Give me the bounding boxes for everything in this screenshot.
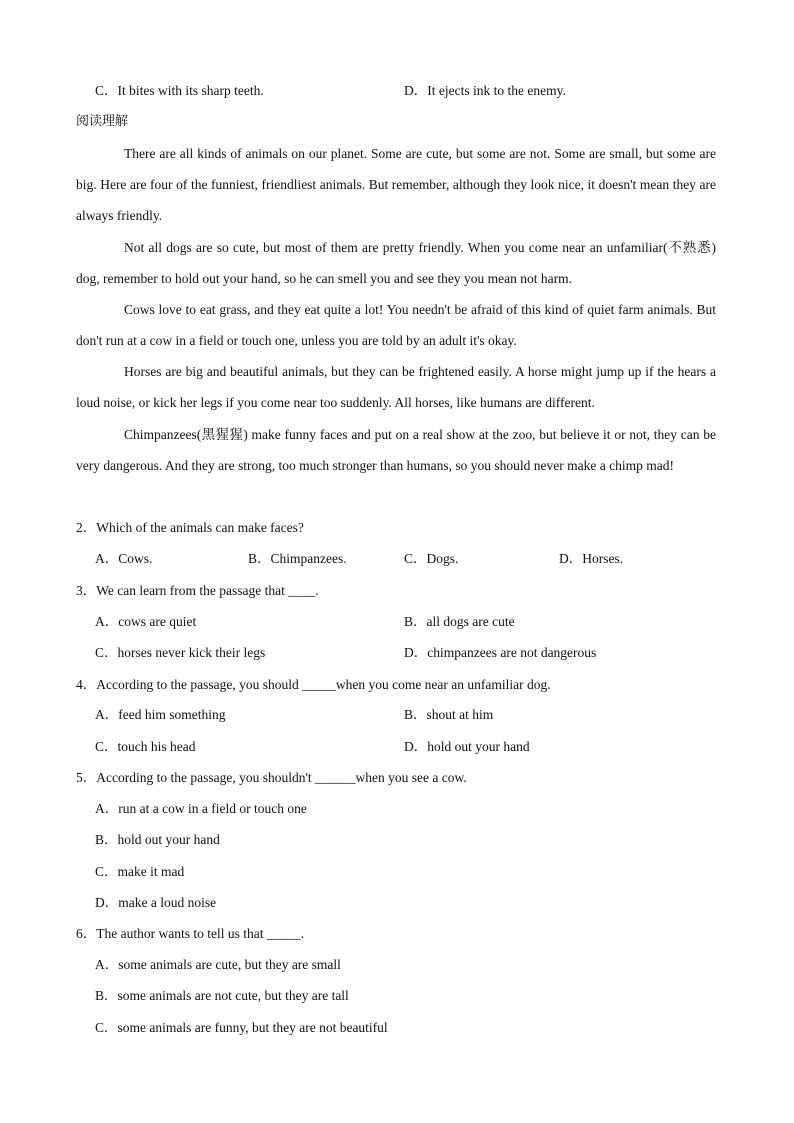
option-letter: B．: [95, 988, 118, 1003]
option-text: It bites with its sharp teeth.: [117, 83, 264, 98]
option-text: Horses.: [582, 551, 624, 566]
question-6-option-a: [95, 956, 341, 974]
option-letter: A．: [95, 957, 119, 972]
question-4-option-c: [95, 738, 196, 756]
option-letter: C．: [95, 83, 118, 98]
passage-paragraph-1: There are all kinds of animals on our planet. Some are cute, but some are not. Some are small, but some are big. Here are four of the funniest, friendliest animals. But remember, although they look nice, it doesn't mean they are always friendly.: [76, 146, 716, 224]
prev-option-c: [95, 82, 264, 100]
question-number: 4．: [76, 677, 97, 692]
option-text: hold out your hand: [427, 739, 530, 754]
question-text: We can learn from the passage that ____.: [96, 583, 319, 598]
option-letter: D．: [404, 83, 428, 98]
option-text: shout at him: [426, 707, 494, 722]
option-text: Chimpanzees.: [270, 551, 347, 566]
question-5-stem: [76, 769, 467, 787]
question-3-option-c: [95, 644, 265, 662]
question-5-option-c: [95, 863, 184, 881]
prev-option-d: [404, 82, 566, 100]
option-text: run at a cow in a field or touch one: [118, 801, 307, 816]
question-number: 5．: [76, 770, 97, 785]
question-text: According to the passage, you shouldn't ______when you see a cow.: [96, 770, 467, 785]
passage-paragraph-5: Chimpanzees(黑猩猩) make funny faces and put on a real show at the zoo, but believe it or not, they can be very dangerous. And they are strong, too much stronger than humans, so you should never make a chimp mad!: [76, 427, 716, 474]
option-text: some animals are cute, but they are small: [118, 957, 341, 972]
option-text: Dogs.: [426, 551, 459, 566]
section-title: 阅读理解: [76, 114, 129, 129]
question-5-option-b: [95, 831, 220, 849]
option-letter: A．: [95, 801, 119, 816]
option-letter: C．: [95, 864, 118, 879]
option-letter: B．: [404, 614, 427, 629]
option-letter: D．: [404, 739, 428, 754]
option-text: cows are quiet: [118, 614, 197, 629]
question-text: Which of the animals can make faces?: [96, 520, 304, 535]
question-number: 6．: [76, 926, 97, 941]
question-text: The author wants to tell us that _____.: [96, 926, 304, 941]
option-text: some animals are not cute, but they are tall: [117, 988, 349, 1003]
option-letter: B．: [404, 707, 427, 722]
option-text: feed him something: [118, 707, 226, 722]
question-2-option-a: [95, 550, 152, 568]
question-5-option-d: [95, 894, 216, 912]
option-letter: A．: [95, 614, 119, 629]
option-text: all dogs are cute: [426, 614, 515, 629]
option-text: horses never kick their legs: [117, 645, 266, 660]
question-number: 3．: [76, 583, 97, 598]
option-letter: C．: [95, 1020, 118, 1035]
option-letter: D．: [559, 551, 583, 566]
option-text: hold out your hand: [117, 832, 220, 847]
option-letter: D．: [95, 895, 119, 910]
question-4-option-a: [95, 706, 225, 724]
question-3-option-a: [95, 613, 196, 631]
question-2-option-d: [559, 550, 623, 568]
option-text: some animals are funny, but they are not beautiful: [117, 1020, 388, 1035]
question-5-option-a: [95, 800, 307, 818]
option-letter: C．: [95, 739, 118, 754]
option-letter: B．: [95, 832, 118, 847]
option-text: Cows.: [118, 551, 153, 566]
question-6-option-c: [95, 1019, 388, 1037]
question-text: According to the passage, you should _____when you come near an unfamiliar dog.: [96, 677, 551, 692]
question-4-option-b: [404, 706, 493, 724]
option-text: It ejects ink to the enemy.: [427, 83, 566, 98]
passage-paragraph-3: Cows love to eat grass, and they eat quite a lot! You needn't be afraid of this kind of quiet farm animals. But don't run at a cow in a field or touch one, unless you are told by an adult it's okay.: [76, 302, 716, 349]
question-6-option-b: [95, 987, 349, 1005]
option-letter: C．: [95, 645, 118, 660]
question-3-option-d: [404, 644, 596, 662]
question-4-stem: [76, 676, 551, 694]
question-3-option-b: [404, 613, 515, 631]
question-2-stem: [76, 519, 304, 537]
option-letter: A．: [95, 707, 119, 722]
option-text: touch his head: [117, 739, 196, 754]
option-letter: D．: [404, 645, 428, 660]
option-text: make it mad: [117, 864, 185, 879]
passage-paragraph-4: Horses are big and beautiful animals, but they can be frightened easily. A horse might jump up if the hears a loud noise, or kick her legs if you come near too suddenly. All horses, like humans are different.: [76, 364, 716, 411]
question-2-option-b: [248, 550, 347, 568]
passage-paragraph-2: Not all dogs are so cute, but most of them are pretty friendly. When you come near an unfamiliar(不熟悉) dog, remember to hold out your hand, so he can smell you and see they you mean not harm.: [76, 240, 716, 287]
option-letter: B．: [248, 551, 271, 566]
option-text: chimpanzees are not dangerous: [427, 645, 597, 660]
question-4-option-d: [404, 738, 530, 756]
question-2-option-c: [404, 550, 458, 568]
option-letter: A．: [95, 551, 119, 566]
option-text: make a loud noise: [118, 895, 217, 910]
question-3-stem: [76, 582, 319, 600]
question-number: 2．: [76, 520, 97, 535]
question-6-stem: [76, 925, 304, 943]
option-letter: C．: [404, 551, 427, 566]
